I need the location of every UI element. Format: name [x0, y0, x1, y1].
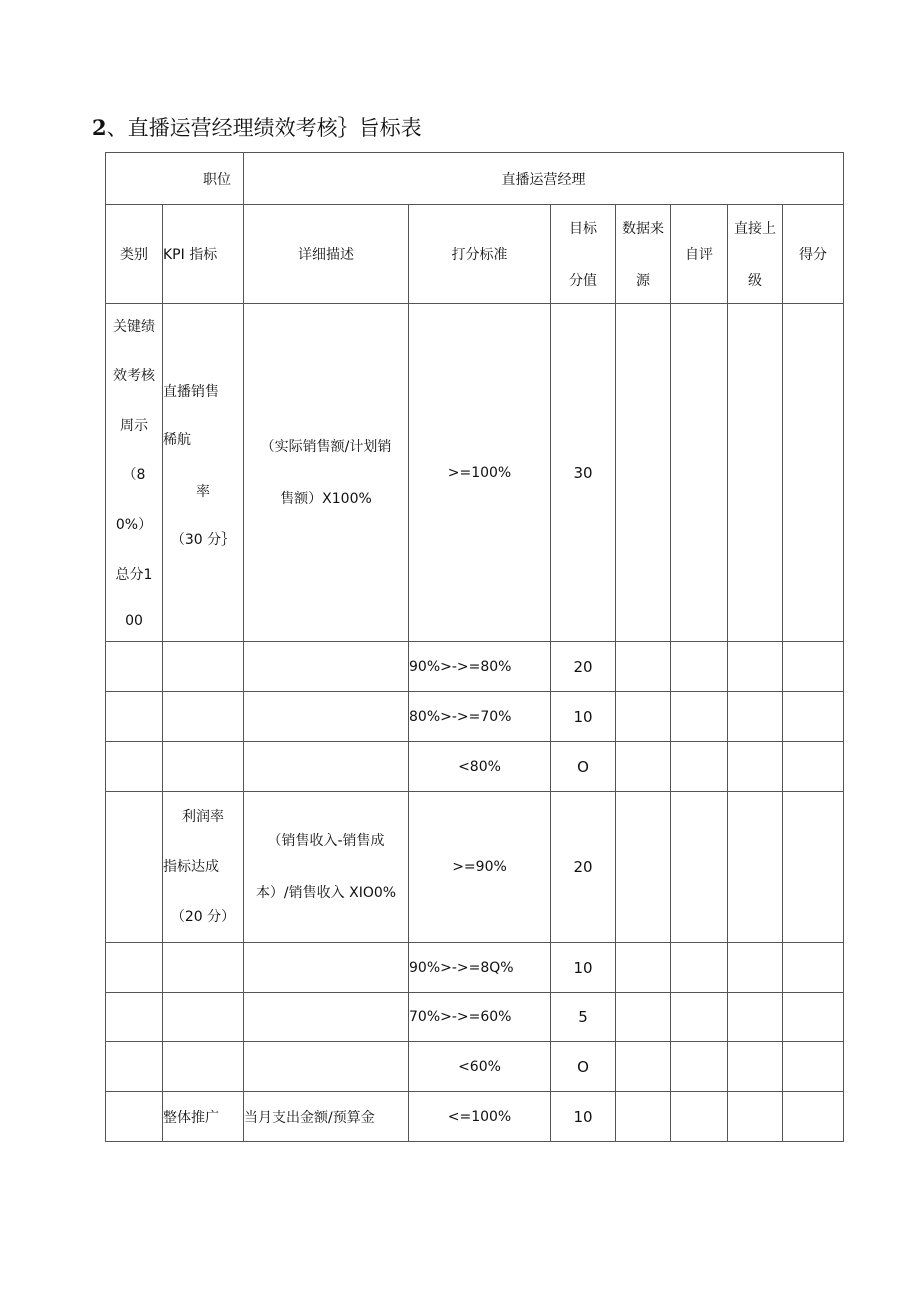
category-cell — [106, 304, 163, 642]
kpi-line: （20 分） — [170, 909, 236, 925]
standard-cell — [409, 1092, 551, 1142]
standard-cell — [409, 1042, 551, 1092]
empty-cell — [616, 692, 671, 742]
title-text: 、直播运营经理绩效考核｝旨标表 — [106, 116, 422, 140]
col-score-label: 得分 — [799, 247, 827, 263]
empty-cell — [106, 1042, 163, 1092]
position-row — [106, 153, 844, 205]
target-value: 10 — [573, 1107, 593, 1126]
target-cell — [551, 792, 616, 943]
empty-cell — [671, 692, 728, 742]
col-source-line2: 源 — [636, 273, 650, 289]
empty-cell — [728, 993, 783, 1042]
standard-value: <80% — [458, 758, 501, 775]
col-self-label: 自评 — [685, 247, 713, 263]
kpi-sales-cell — [163, 304, 244, 642]
empty-cell — [106, 943, 163, 993]
superior-cell — [728, 304, 783, 642]
position-label-cell — [106, 153, 244, 205]
col-superior-line1: 直接上 — [734, 221, 776, 237]
col-target-line2: 分值 — [569, 273, 597, 289]
col-standard — [409, 205, 551, 304]
empty-cell — [728, 692, 783, 742]
empty-cell — [728, 642, 783, 692]
standard-value: 70%>->=60% — [409, 1009, 512, 1025]
col-kpi-label: KPI 指标 — [163, 247, 218, 263]
empty-cell — [616, 993, 671, 1042]
empty-cell — [783, 1092, 844, 1142]
empty-cell — [671, 642, 728, 692]
column-header-row — [106, 205, 844, 304]
empty-cell — [616, 792, 671, 943]
table-row — [106, 1042, 844, 1092]
col-standard-label: 打分标准 — [451, 247, 508, 263]
standard-cell — [409, 304, 551, 642]
empty-cell — [728, 1092, 783, 1142]
standard-cell — [409, 943, 551, 993]
empty-cell — [616, 642, 671, 692]
standard-cell — [409, 642, 551, 692]
empty-cell — [616, 742, 671, 792]
desc-line: 本）/销售收入 XIO0% — [255, 885, 397, 901]
table-row — [106, 993, 844, 1042]
col-superior-line2: 级 — [748, 273, 762, 289]
empty-cell — [163, 943, 244, 993]
col-source — [616, 205, 671, 304]
kpi-line: 率 — [196, 484, 210, 500]
position-label: 职位 — [203, 171, 231, 188]
col-kpi — [163, 205, 244, 304]
target-value: 30 — [573, 463, 593, 482]
position-value-cell — [244, 153, 844, 205]
category-line: 总分1 — [115, 566, 153, 583]
table-row — [106, 304, 844, 642]
target-cell — [551, 1092, 616, 1142]
standard-cell — [409, 993, 551, 1042]
empty-cell — [106, 642, 163, 692]
standard-value: >=90% — [452, 859, 507, 875]
table-row — [106, 943, 844, 993]
kpi-line: 利润率 — [182, 809, 224, 825]
standard-value: 90%>->=80% — [409, 658, 512, 675]
empty-cell — [106, 1092, 163, 1142]
standard-cell — [409, 792, 551, 943]
position-value: 直播运营经理 — [501, 171, 586, 188]
empty-cell — [671, 742, 728, 792]
target-value: 20 — [573, 858, 593, 876]
empty-cell — [616, 1092, 671, 1142]
col-score — [783, 205, 844, 304]
title-number: 2 — [92, 115, 107, 140]
empty-cell — [163, 642, 244, 692]
desc-cell — [244, 1092, 409, 1142]
standard-cell — [409, 692, 551, 742]
empty-cell — [728, 742, 783, 792]
desc-cell — [244, 304, 409, 642]
empty-cell — [163, 1042, 244, 1092]
standard-value: 80%>->=70% — [409, 708, 512, 725]
kpi-table — [105, 152, 844, 1142]
desc-cell — [244, 792, 409, 943]
empty-cell — [244, 943, 409, 993]
empty-cell — [783, 792, 844, 943]
target-value: O — [577, 1057, 589, 1076]
col-superior — [728, 205, 783, 304]
empty-cell — [783, 642, 844, 692]
empty-cell — [244, 742, 409, 792]
empty-cell — [106, 742, 163, 792]
empty-cell — [671, 1042, 728, 1092]
score-cell — [783, 304, 844, 642]
target-value: 20 — [573, 657, 593, 676]
target-cell — [551, 304, 616, 642]
category-line: 周示 — [120, 417, 148, 434]
desc-line: （销售收入-销售成 — [267, 833, 385, 849]
empty-cell — [783, 943, 844, 993]
target-value: 10 — [573, 707, 593, 726]
col-category — [106, 205, 163, 304]
kpi-promo-cell — [163, 1092, 244, 1142]
empty-cell — [671, 792, 728, 943]
empty-cell — [728, 943, 783, 993]
empty-cell — [244, 993, 409, 1042]
col-desc-label: 详细描述 — [298, 247, 354, 263]
self-cell — [671, 304, 728, 642]
empty-cell — [616, 1042, 671, 1092]
empty-cell — [244, 642, 409, 692]
standard-value: 90%>->=8Q% — [409, 959, 514, 976]
target-cell — [551, 1042, 616, 1092]
kpi-line: 直播销售 — [163, 384, 219, 400]
target-cell — [551, 642, 616, 692]
empty-cell — [728, 792, 783, 943]
kpi-line: 指标达成 — [163, 859, 219, 875]
empty-cell — [671, 993, 728, 1042]
table-row — [106, 1092, 844, 1142]
col-source-line1: 数据来 — [622, 221, 664, 237]
standard-value: >=100% — [447, 464, 512, 481]
empty-cell — [616, 943, 671, 993]
desc-line: （实际销售额/计划销 — [260, 438, 392, 455]
category-line: 关键绩 — [113, 318, 155, 335]
col-category-label: 类别 — [120, 247, 148, 263]
empty-cell — [244, 692, 409, 742]
kpi-name: 整体推广 — [163, 1109, 219, 1126]
table-row — [106, 692, 844, 742]
col-self — [671, 205, 728, 304]
empty-cell — [106, 993, 163, 1042]
target-value: 10 — [573, 958, 593, 977]
kpi-line: 稀航 — [163, 432, 191, 448]
source-cell — [616, 304, 671, 642]
empty-cell — [671, 943, 728, 993]
empty-cell — [163, 742, 244, 792]
category-line: （8 — [122, 467, 146, 484]
target-cell — [551, 943, 616, 993]
page-title — [92, 114, 422, 142]
empty-cell — [163, 993, 244, 1042]
target-cell — [551, 692, 616, 742]
target-value: 5 — [578, 1008, 588, 1026]
col-desc — [244, 205, 409, 304]
target-cell — [551, 742, 616, 792]
table-row — [106, 642, 844, 692]
desc-line: 当月支出金额/预算金 — [244, 1109, 375, 1126]
category-line: 0%） — [115, 517, 153, 534]
empty-cell — [106, 692, 163, 742]
empty-cell — [783, 1042, 844, 1092]
kpi-profit-cell — [163, 792, 244, 943]
standard-value: <=100% — [447, 1108, 512, 1125]
empty-cell — [783, 692, 844, 742]
empty-cell — [671, 1092, 728, 1142]
empty-cell — [244, 1042, 409, 1092]
empty-cell — [783, 993, 844, 1042]
desc-line: 售额）X100% — [280, 490, 372, 507]
kpi-line: （30 分｝ — [170, 532, 236, 548]
table-row — [106, 742, 844, 792]
empty-cell — [106, 792, 163, 943]
target-value: O — [577, 757, 589, 776]
table-row — [106, 792, 844, 943]
standard-value: <60% — [458, 1058, 501, 1075]
category-line: 00 — [125, 613, 143, 630]
empty-cell — [728, 1042, 783, 1092]
category-line: 效考核 — [113, 368, 155, 385]
target-cell — [551, 993, 616, 1042]
col-target-line1: 目标 — [569, 221, 597, 237]
empty-cell — [783, 742, 844, 792]
col-target — [551, 205, 616, 304]
empty-cell — [163, 692, 244, 742]
standard-cell — [409, 742, 551, 792]
